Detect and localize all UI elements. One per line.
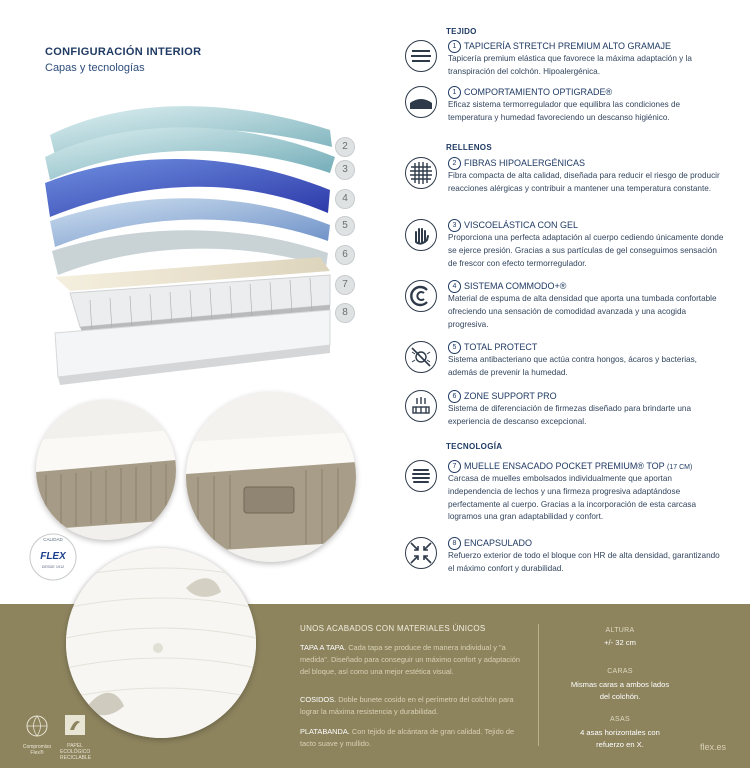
quilted-top-photo-overlay	[66, 548, 256, 738]
item-number: 4	[448, 280, 461, 293]
item-description: Eficaz sistema termorregulador que equilibra las condiciones de temperatura y humedad favoreciendo un descanso higiénico.	[448, 100, 681, 122]
item-description: Fibra compacta de alta calidad, diseñada para reducir el riesgo de producir reacciones alérgicas y contribuir a mantener una temperatura constante.	[448, 171, 720, 193]
eco-paper-icon	[60, 712, 90, 738]
item-number: 2	[448, 157, 461, 170]
band-label: PLATABANDA.	[300, 727, 350, 736]
band-paragraph-platabanda	[300, 726, 520, 750]
layer-number-badge: 7	[335, 275, 355, 295]
zone-support-icon	[405, 390, 437, 422]
mattress-layers-illustration	[30, 95, 360, 395]
section-heading-tejido: TEJIDO	[446, 27, 477, 36]
fiber-grid-icon	[405, 157, 437, 189]
item-title: TOTAL PROTECT	[464, 341, 538, 352]
band-label: COSIDOS.	[300, 695, 337, 704]
section-title: CONFIGURACIÓN INTERIOR	[45, 46, 202, 58]
item-number: 1	[448, 86, 461, 99]
eco-paper-mark	[60, 712, 90, 761]
item-number: 5	[448, 341, 461, 354]
item-number: 8	[448, 537, 461, 550]
item-description: Carcasa de muelles embolsados individualmente que aportan independencia de lechos y una firmeza progresiva adaptándose perfectamente al cuerpo. Gracias a la incorporación de esta carcasa logramos una gran adaptabilidad y confort.	[448, 474, 697, 522]
spec-label: ASAS	[610, 716, 630, 723]
logo-bottom-text: DESDE 1912	[41, 565, 65, 569]
item-number: 6	[448, 390, 461, 403]
no-mites-icon	[405, 341, 437, 373]
spec-value: Mismas caras a ambos lados del colchón.	[570, 680, 670, 701]
layer-number-badge: 2	[335, 137, 355, 157]
cert-text: PAPEL ECOLÓGICO RECICLABLE	[60, 743, 92, 761]
globe-icon	[22, 713, 52, 739]
encapsulate-icon	[405, 537, 437, 569]
layer-number-badge: 6	[335, 245, 355, 265]
section-heading-rellenos: RELLENOS	[446, 143, 492, 152]
fabric-layers-icon	[405, 40, 437, 72]
band-text: Cada tapa se produce de manera individual y "a medida". Diseñado para conseguir un máximo confort y adaptación del bloque, así como una mejor estética visual.	[300, 643, 520, 676]
item-number: 3	[448, 219, 461, 232]
item-description: Refuerzo exterior de todo el bloque con HR de alta densidad, garantizando el máximo confort y durabilidad.	[448, 551, 720, 573]
item-title: ZONE SUPPORT PRO	[464, 390, 557, 401]
item-description: Material de espuma de alta densidad que aporta una tumbada confortable ofreciendo una sensación de comodidad avanzada y una acogida progresiva.	[448, 294, 717, 329]
band-heading: UNOS ACABADOS CON MATERIALES ÚNICOS	[300, 624, 486, 633]
commodo-icon	[405, 280, 437, 312]
layer-number-badge: 8	[335, 303, 355, 323]
item-title: TAPICERÍA STRETCH PREMIUM ALTO GRAMAJE	[464, 40, 672, 51]
item-title: COMPORTAMIENTO OPTIGRADE®	[464, 86, 613, 97]
item-title: SISTEMA COMMODO+®	[464, 280, 567, 291]
item-number: 7	[448, 460, 461, 473]
section-heading-tecnologia: TECNOLOGÍA	[446, 442, 503, 451]
logo-brand-text: FLEX	[40, 551, 66, 562]
spec-value: +/- 32 cm	[604, 638, 636, 647]
mattress-corner-photo	[36, 400, 176, 540]
layer-number-badge: 4	[335, 189, 355, 209]
flex-quality-logo	[28, 532, 78, 582]
compromiso-mark	[22, 713, 52, 756]
thermo-wave-icon	[405, 86, 437, 118]
layer-number-badge: 5	[335, 216, 355, 236]
hand-print-icon	[405, 219, 437, 251]
item-title: FIBRAS HIPOALERGÉNICAS	[464, 157, 586, 168]
band-paragraph-cosidos	[300, 694, 520, 718]
band-text: Doble bunete cosido en el perímetro del colchón para lograr la máxima resistencia y durabilidad.	[300, 695, 514, 716]
item-title-extra: (17 CM)	[667, 463, 693, 471]
spec-label: ALTURA	[605, 627, 635, 634]
section-subtitle: Capas y tecnologías	[45, 62, 145, 74]
item-title: VISCOELÁSTICA CON GEL	[464, 219, 579, 230]
item-description: Sistema antibacteriano que actúa contra hongos, ácaros y bacterias, además de prevenir la humedad.	[448, 355, 697, 377]
item-number: 1	[448, 40, 461, 53]
logo-top-text: CALIDAD	[43, 537, 63, 542]
item-description: Sistema de diferenciación de firmezas diseñado para brindarte una experiencia de descanso excepcional.	[448, 404, 692, 426]
spec-label: CARAS	[607, 668, 633, 675]
band-label: TAPA A TAPA.	[300, 643, 347, 652]
mattress-handle-photo	[186, 392, 356, 562]
pocket-spring-icon	[405, 460, 437, 492]
item-description: Proporciona una perfecta adaptación al cuerpo cediendo únicamente donde se ejerce presión. Gracias a sus partículas de gel conseguimos sensación de frescor con efecto termorregulador.	[448, 233, 724, 268]
band-divider	[538, 624, 539, 746]
item-title: MUELLE ENSACADO POCKET PREMIUM® TOP	[464, 460, 665, 471]
spec-value: 4 asas horizontales con refuerzo en X.	[580, 728, 660, 749]
band-paragraph-tapa	[300, 642, 520, 678]
layer-number-badge: 3	[335, 160, 355, 180]
item-description: Tapicería premium elástica que favorece la máxima adaptación y la transpiración del colchón. Hipoalergénica.	[448, 54, 692, 76]
item-title: ENCAPSULADO	[464, 537, 533, 548]
cert-text: Compromiso Flex®	[22, 744, 52, 756]
website-text: flex.es	[700, 742, 727, 752]
band-text: Con tejido de alcántara de gran calidad. Tejido de tacto suave y mullido.	[300, 727, 515, 748]
layers-graphic	[30, 95, 360, 395]
